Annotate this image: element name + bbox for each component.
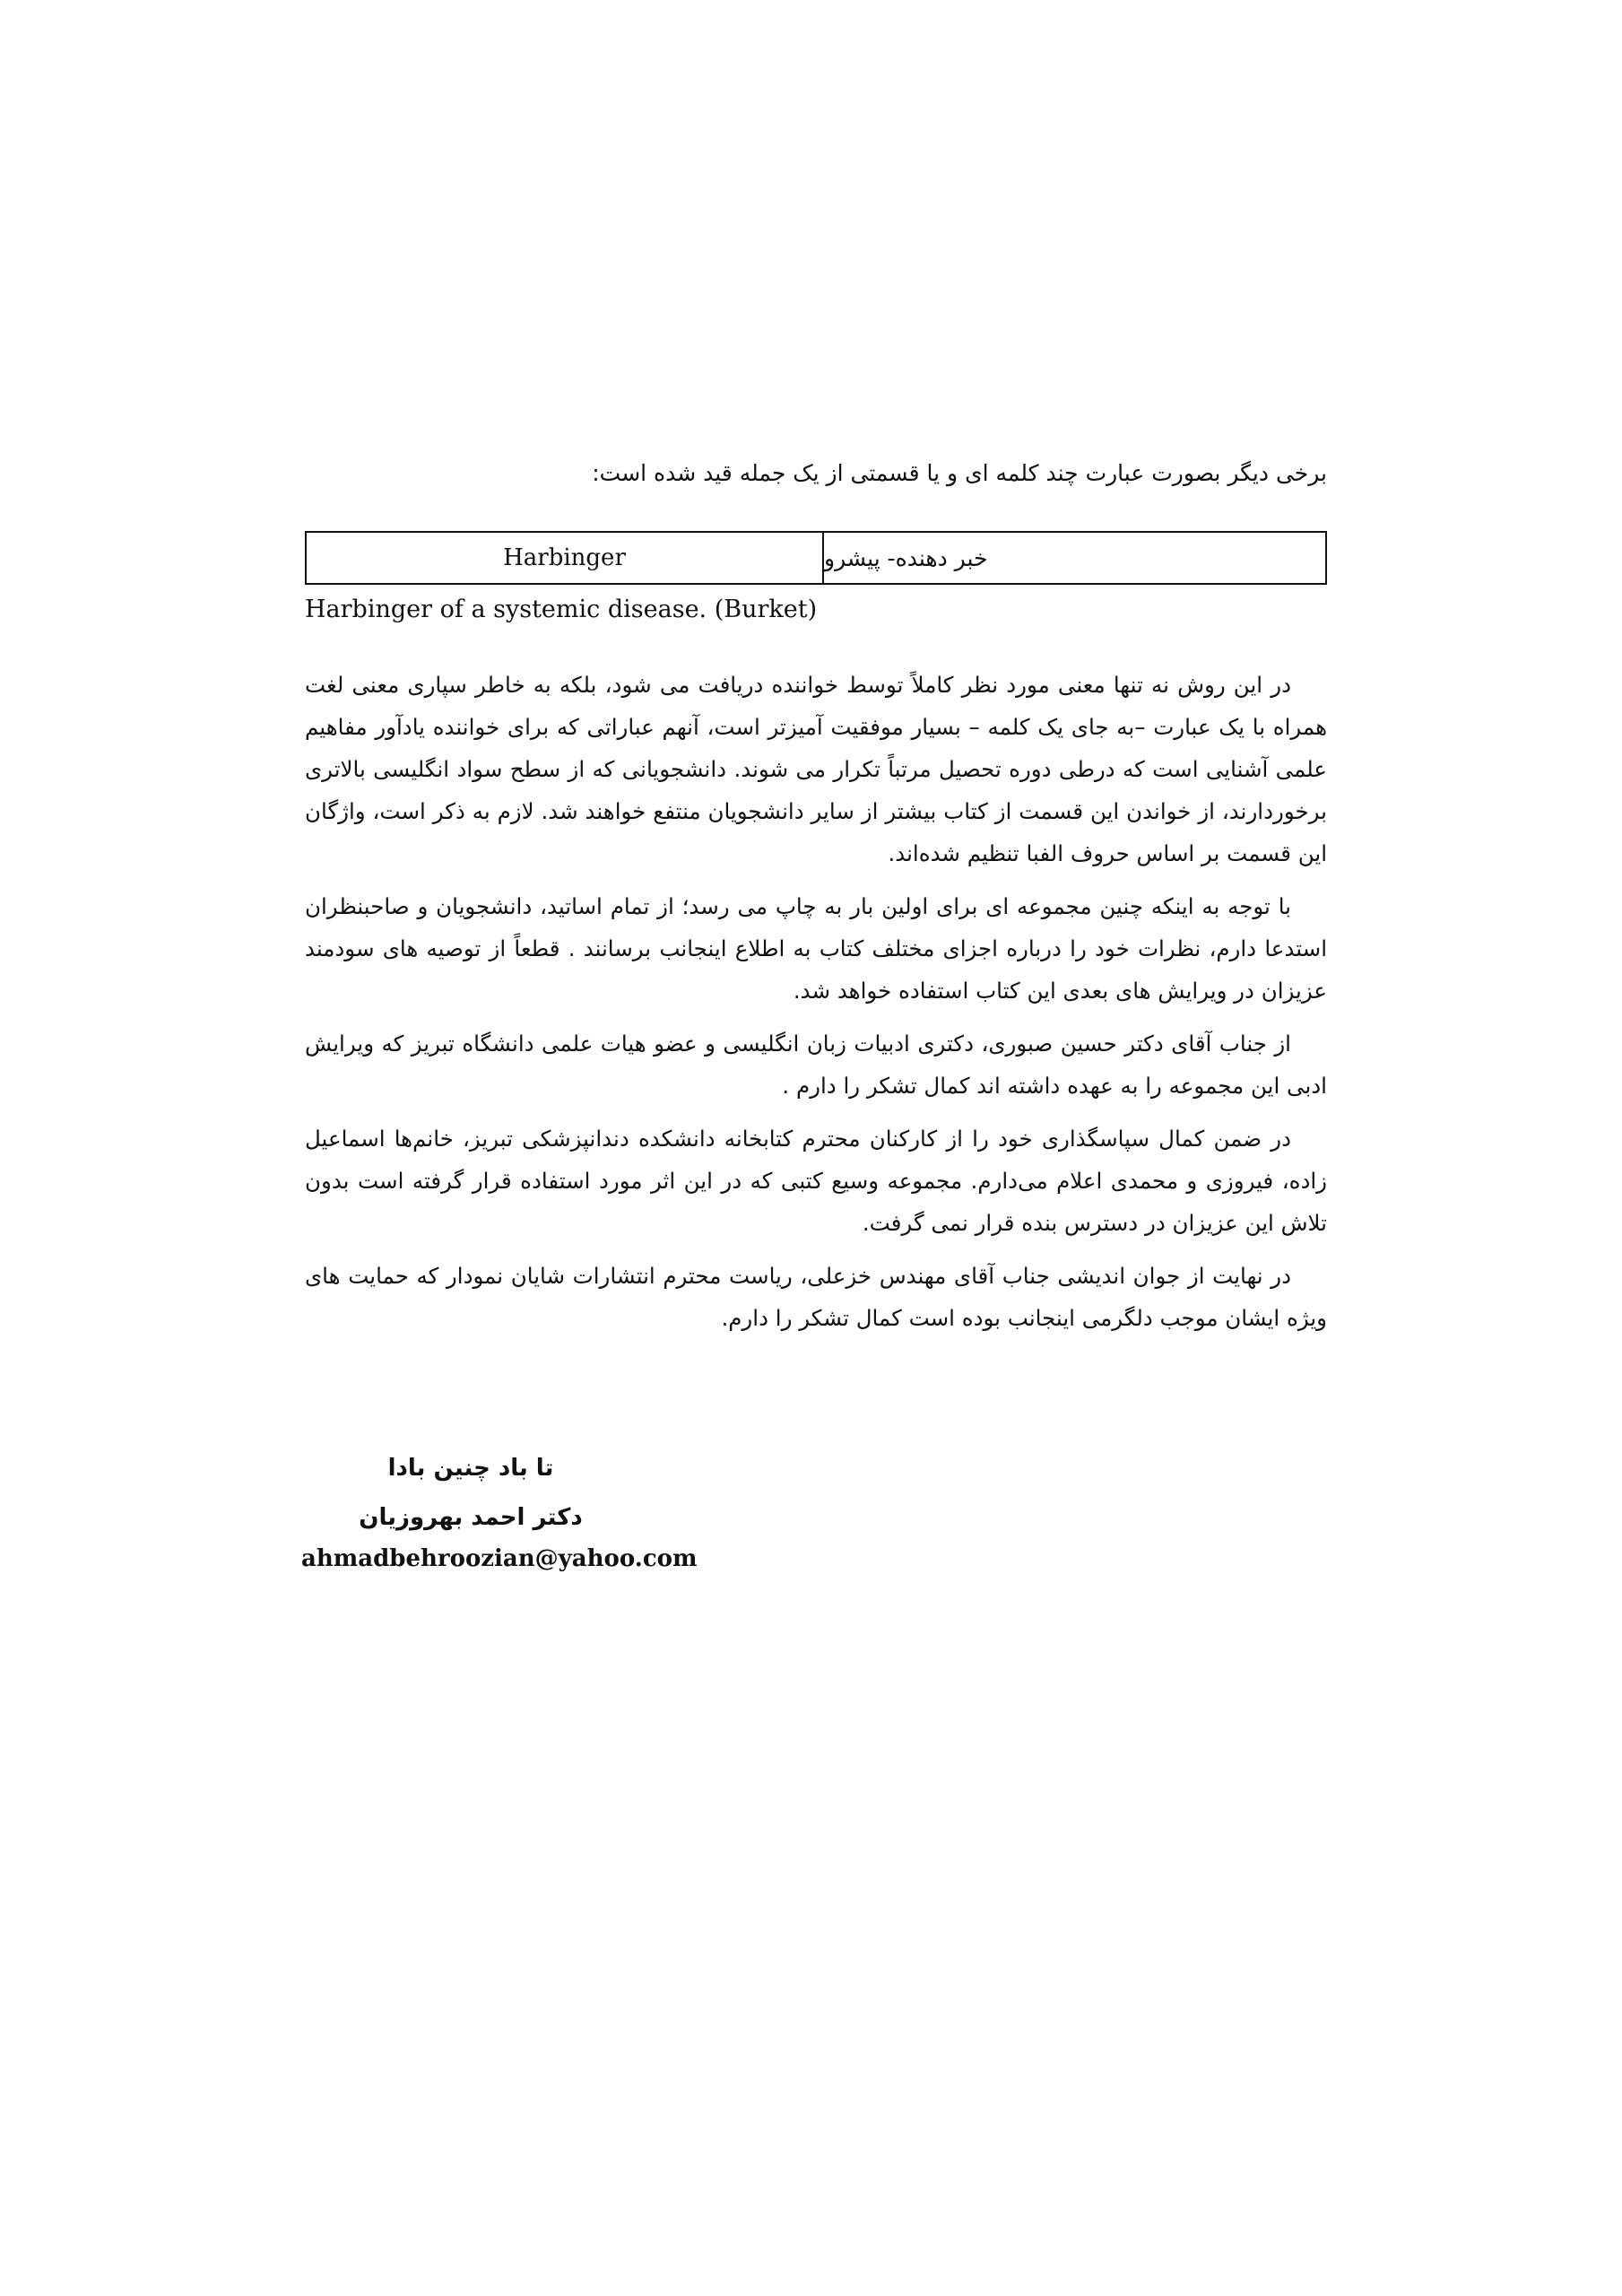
author-email: ahmadbehroozian@yahoo.com (301, 1545, 698, 1572)
paragraph (305, 664, 1327, 874)
term-table (305, 531, 1327, 585)
signature-author: دکتر احمد بهروزیان (359, 1504, 583, 1531)
paragraph-text: در نهایت از جوان اندیشی جناب آقای مهندس خزعلی، ریاست محترم انتشارات شایان نمودار که حمایت های ویژه ایشان موجب دلگرمی اینجانب بوده است کمال تشکر را دارم. (305, 1263, 1327, 1331)
paragraph (305, 1022, 1327, 1107)
term-persian-cell: خبر دهنده- پیشرو (824, 544, 988, 571)
paragraph-text: در این روش نه تنها معنی مورد نظر کاملاً توسط خواننده دریافت می شود، بلکه به خاطر سپاری معنی لغت همراه با یک عبارت –به جای یک کلمه – بسیار موفقیت آمیزتر است، آنهم عباراتی که برای خواننده یادآور مفاهیم علمی آشنایی است که درطی دوره تحصیل مرتباً تکرار می شوند. دانشجویانی که از سطح سواد انگلیسی بالاتری برخوردارند، از خواندن این قسمت از کتاب بیشتر از سایر دانشجویان منتفع خواهند شد. لازم به ذکر است، واژگان این قسمت بر اساس حروف الفبا تنظیم شده‌اند. (305, 672, 1327, 866)
paragraph-text: با توجه به اینکه چنین مجموعه ای برای اولین بار به چاپ می رسد؛ از تمام اساتید، دانشجویان و صاحبنظران استدعا دارم، نظرات خود را درباره اجزای مختلف کتاب به اطلاع اینجانب برسانند . قطعاً از توصیه های سودمند عزیزان در ویرایش های بعدی این کتاب استفاده خواهد شد. (305, 893, 1327, 1004)
intro-line: برخی دیگر بصورت عبارت چند کلمه ای و یا قسمتی از یک جمله قید شده است: (592, 460, 1327, 486)
signature-motto: تا باد چنین بادا (387, 1455, 554, 1482)
example-sentence: Harbinger of a systemic disease. (Burket) (305, 596, 818, 623)
term-english-cell: Harbinger (307, 533, 824, 583)
paragraph-text: از جناب آقای دکتر حسین صبوری، دکتری ادبیات زبان انگلیسی و عضو هیات علمی دانشگاه تبریز که ویرایش ادبی این مجموعه را به عهده داشته اند کمال تشکر را دارم . (305, 1031, 1327, 1099)
paragraph-text: در ضمن کمال سپاسگذاری خود را از کارکنان محترم کتابخانه دانشکده دندانپزشکی تبریز، خانم‌ها اسماعیل زاده، فیروزی و محمدی اعلام می‌دارم. مجموعه وسیع کتبی که در این اثر مورد استفاده قرار گرفته است بدون تلاش این عزیزان در دسترس بنده قرار نمی گرفت. (305, 1126, 1327, 1236)
paragraph (305, 1118, 1327, 1244)
body-text (305, 664, 1327, 1350)
paragraph (305, 885, 1327, 1012)
paragraph (305, 1255, 1327, 1339)
